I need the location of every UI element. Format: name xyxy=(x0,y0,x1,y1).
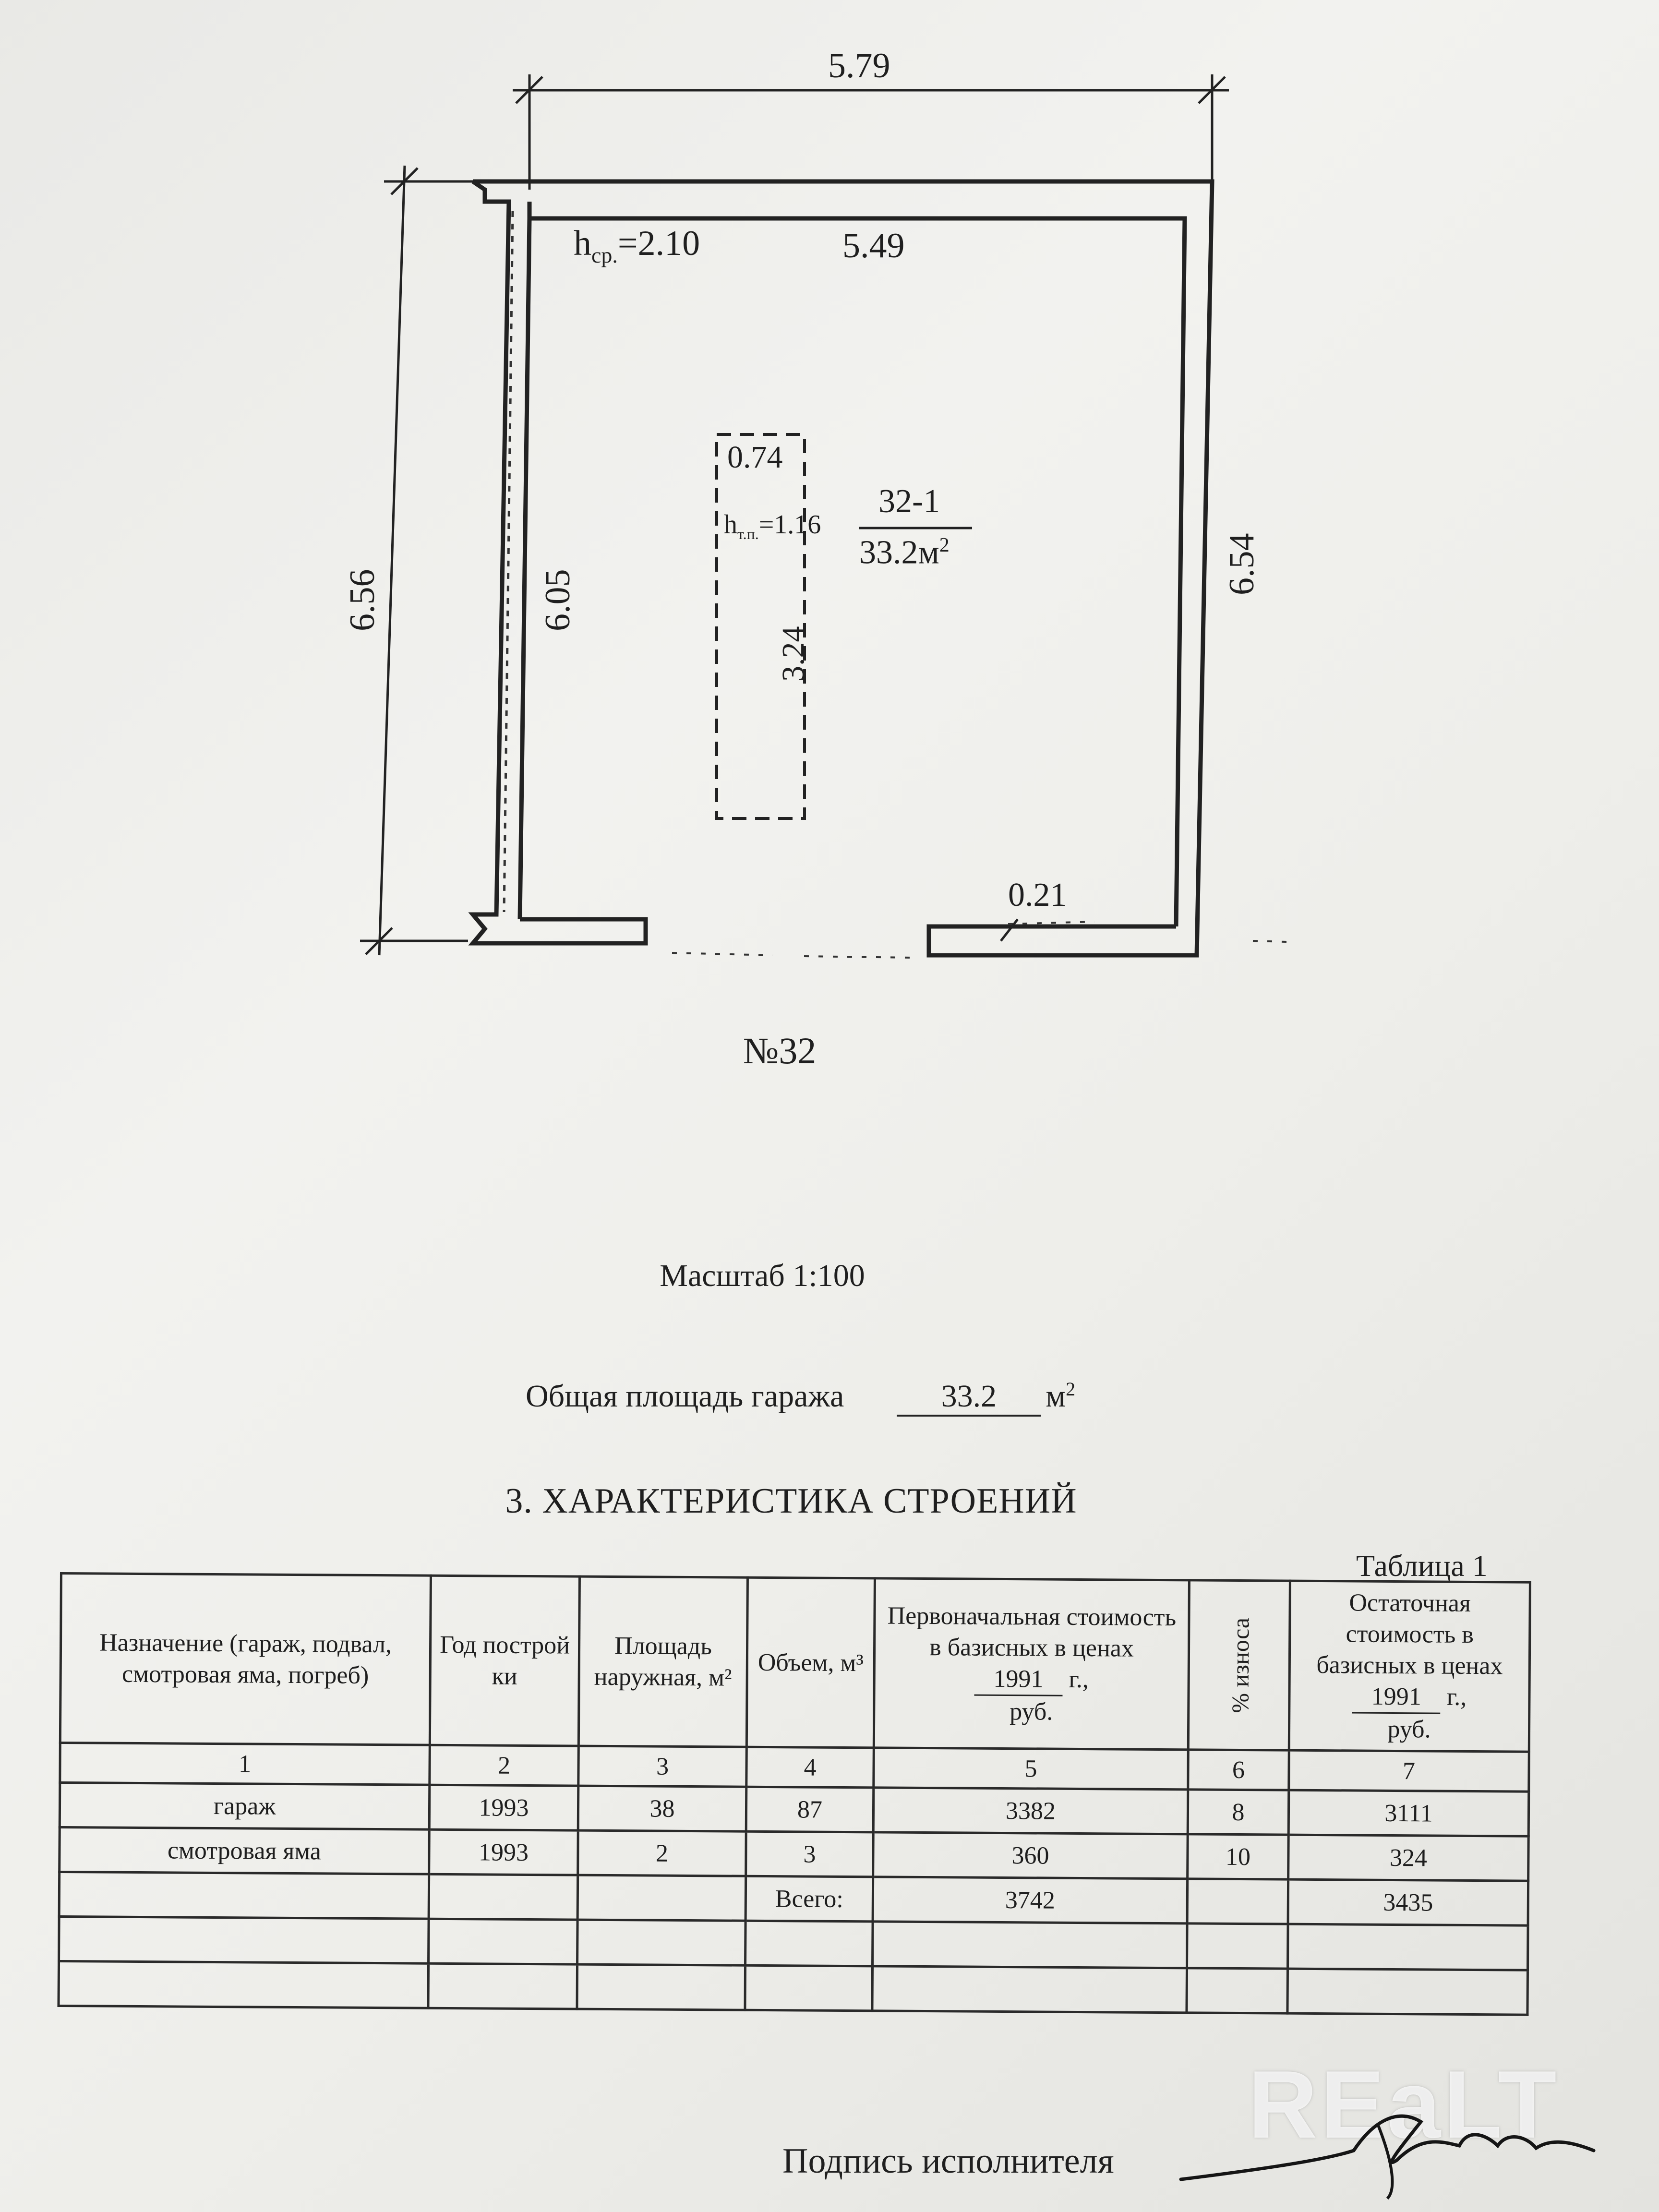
watermark-logo: REaLT xyxy=(1248,2051,1560,2158)
table-cell: 360 xyxy=(873,1832,1188,1879)
left-dimension-line xyxy=(360,166,482,955)
total-area-line: Общая площадь гаража 33.2 $м^2$ xyxy=(526,1378,1075,1417)
wall-thickness-tick xyxy=(1001,919,1018,941)
table-cell: 324 xyxy=(1288,1835,1529,1881)
table-cell: 1993 xyxy=(429,1785,578,1830)
table-cell: 2 xyxy=(578,1830,746,1876)
dim-top-outer: 5.79 xyxy=(828,46,890,85)
total-label: Всего: xyxy=(745,1876,873,1922)
buildings-table xyxy=(57,1572,1531,2016)
col-num: 6 xyxy=(1188,1750,1289,1790)
header-year: Год построй ки xyxy=(430,1575,579,1746)
total-area-unit: м xyxy=(1046,1379,1066,1414)
col-num: 1 xyxy=(60,1743,430,1785)
table-cell: 8 xyxy=(1188,1790,1289,1835)
room-id: 32-1 xyxy=(878,483,940,520)
table-cell: 87 xyxy=(746,1787,874,1832)
header-purpose: Назначение (гараж, подвал, смотровая яма, погреб) xyxy=(60,1574,431,1745)
header-area: Площадь наружная, м² xyxy=(578,1576,747,1747)
total-area-value: 33.2 xyxy=(897,1378,1041,1417)
dim-top-inner: 5.49 xyxy=(842,226,905,265)
table-cell: 38 xyxy=(578,1786,746,1831)
dim-left-outer: 6.56 xyxy=(343,569,382,631)
top-dimension-line xyxy=(513,74,1229,190)
header-wear: % износа xyxy=(1188,1580,1290,1750)
pit-length: 3.24 xyxy=(776,626,811,682)
col-num: 2 xyxy=(430,1745,579,1786)
table-cell: 3382 xyxy=(873,1788,1188,1834)
col-num: 4 xyxy=(746,1747,874,1788)
header-volume: Объем, м³ xyxy=(746,1577,875,1748)
table-label: Таблица 1 xyxy=(1356,1549,1488,1583)
avg-height-label: $h_{ср.}=2.10$ xyxy=(574,224,700,267)
wall-thickness: 0.21 xyxy=(1008,877,1067,914)
handwritten-signature xyxy=(1171,2079,1603,2203)
header-initial-cost: Первоначальная стоимость в базисных в ценах 1991 г., руб. xyxy=(874,1578,1189,1750)
table-cell: 10 xyxy=(1188,1834,1289,1879)
floor-plan xyxy=(0,0,1659,1104)
table-row-empty xyxy=(59,1961,1528,2015)
header-residual-cost: Остаточная стоимость в базисных в ценах 1991 г., руб. xyxy=(1289,1581,1530,1752)
table-header-row xyxy=(60,1574,1530,1752)
garage-number: №32 xyxy=(743,1030,817,1071)
room-area: $33.2м^2$ xyxy=(859,534,950,571)
col-num: 5 xyxy=(874,1748,1188,1790)
table-cell xyxy=(429,1874,578,1920)
total-initial-cost: 3742 xyxy=(873,1877,1188,1923)
dim-right-inner: 6.54 xyxy=(1222,533,1262,595)
wall-outline xyxy=(473,181,1212,955)
dim-left-inner: 6.05 xyxy=(538,569,577,631)
col-num: 7 xyxy=(1289,1750,1529,1791)
pit-width: 0.74 xyxy=(727,440,783,475)
pit-height-label: $h_{т.п.}=1.16$ xyxy=(724,510,821,543)
total-area-label: Общая площадь гаража xyxy=(526,1379,844,1414)
table-cell xyxy=(577,1875,746,1921)
table-cell: смотровая яма xyxy=(60,1827,430,1875)
table-cell xyxy=(59,1872,429,1919)
total-residual-cost: 3435 xyxy=(1288,1879,1528,1925)
table-cell: гараж xyxy=(60,1783,430,1830)
signature-label: Подпись исполнителя xyxy=(782,2141,1114,2181)
table-cell xyxy=(1187,1879,1288,1924)
col-num: 3 xyxy=(578,1746,747,1787)
table-cell: 3 xyxy=(746,1831,874,1877)
table-cell: 1993 xyxy=(429,1829,578,1875)
scale-text: Масштаб 1:100 xyxy=(660,1258,865,1293)
section-title: 3. ХАРАКТЕРИСТИКА СТРОЕНИЙ xyxy=(505,1481,1077,1521)
plan-drawing xyxy=(0,0,1659,1104)
table-cell: 3111 xyxy=(1288,1790,1529,1836)
